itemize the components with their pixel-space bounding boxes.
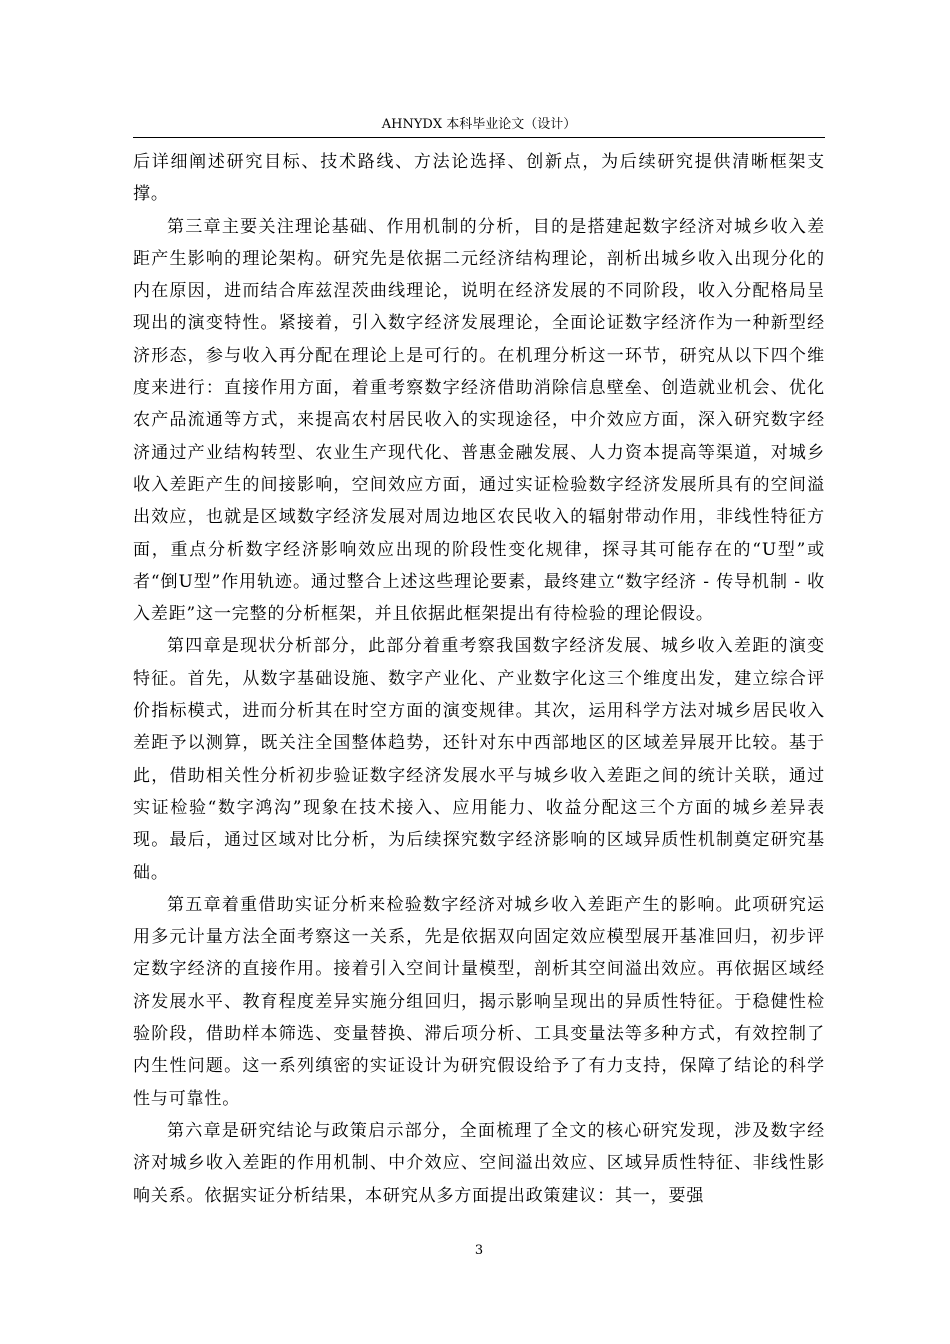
header-divider <box>133 137 825 138</box>
paragraph-continuation: 后详细阐述研究目标、技术路线、方法论选择、创新点，为后续研究提供清晰框架支撑。 <box>133 152 825 205</box>
page-number: 3 <box>474 1243 484 1258</box>
paragraph-chapter-4: 第四章是现状分析部分，此部分着重考察我国数字经济发展、城乡收入差距的演变特征。首先，从数字基础设施、数字产业化、产业数字化这三个维度出发，建立综合评价指标模式，进而分析其在时空方面的演变规律。其次，运用科学方法对城乡居民收入差距予以测算，既关注全国整体趋势，还针对东中西部地区的区域差异展开比较。基于此，借助相关性分析初步验证数字经济发展水平与城乡收入差距之间的统计关联，通过实证检验“数字鸿沟”现象在技术接入、应用能力、收益分配这三个方面的城乡差异表现。最后，通过区域对比分析，为后续探究数字经济影响的区域异质性机制奠定研究基础。 <box>133 636 825 883</box>
body-text <box>133 146 825 1212</box>
paragraph-chapter-6: 第六章是研究结论与政策启示部分，全面梳理了全文的核心研究发现，涉及数字经济对城乡收入差距的作用机制、中介效应、空间溢出效应、区域异质性特征、非线性影响关系。依据实证分析结果，本研究从多方面提出政策建议：其一，要强 <box>133 1120 825 1206</box>
paragraph-chapter-5: 第五章着重借助实证分析来检验数字经济对城乡收入差距产生的影响。此项研究运用多元计量方法全面考察这一关系，先是依据双向固定效应模型展开基准回归，初步评定数字经济的直接作用。接着引入空间计量模型，剖析其空间溢出效应。再依据区域经济发展水平、教育程度差异实施分组回归，揭示影响呈现出的异质性特征。于稳健性检验阶段，借助样本筛选、变量替换、滞后项分析、工具变量法等多种方式，有效控制了内生性问题。这一系列缜密的实证设计为研究假设给予了有力支持，保障了结论的科学性与可靠性。 <box>133 894 825 1109</box>
running-header: AHNYDX 本科毕业论文（设计） <box>381 117 577 132</box>
paragraph-chapter-3: 第三章主要关注理论基础、作用机制的分析，目的是搭建起数字经济对城乡收入差距产生影响的理论架构。研究先是依据二元经济结构理论，剖析出城乡收入出现分化的内在原因，进而结合库兹涅茨曲线理论，说明在经济发展的不同阶段，收入分配格局呈现出的演变特性。紧接着，引入数字经济发展理论，全面论证数字经济作为一种新型经济形态，参与收入再分配在理论上是可行的。在机理分析这一环节，研究从以下四个维度来进行：直接作用方面，着重考察数字经济借助消除信息壁垒、创造就业机会、优化农产品流通等方式，来提高农村居民收入的实现途径，中介效应方面，深入研究数字经济通过产业结构转型、农业生产现代化、普惠金融发展、人力资本提高等渠道，对城乡收入差距产生的间接影响，空间效应方面，通过实证检验数字经济发展所具有的空间溢出效应，也就是区域数字经济发展对周边地区农民收入的辐射带动作用，非线性特征方面，重点分析数字经济影响效应出现的阶段性变化规律，探寻其可能存在的“U型”或者“倒U型”作用轨迹。通过整合上述这些理论要素，最终建立“数字经济 - 传导机制 - 收入差距”这一完整的分析框架，并且依据此框架提出有待检验的理论假设。 <box>133 216 825 625</box>
